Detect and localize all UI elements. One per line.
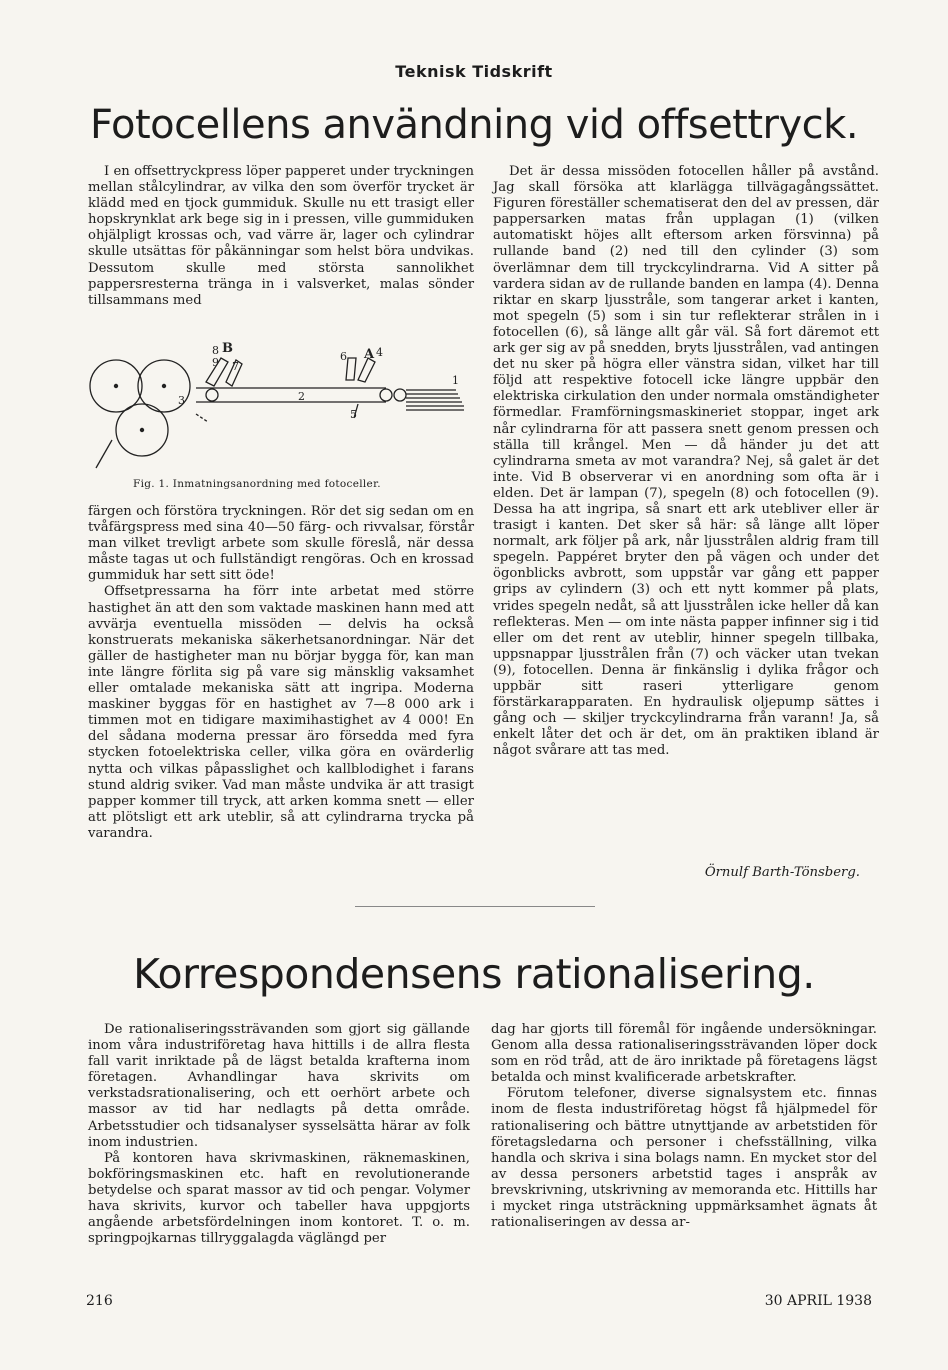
article1-author: Örnulf Barth-Tönsberg.: [704, 865, 860, 880]
figure-label-a: A: [364, 347, 375, 362]
feed-mechanism-figure: [86, 340, 466, 470]
figure-label-5: 5: [350, 408, 357, 421]
figure-caption: Fig. 1. Inmatningsanordning med fotoceller.: [133, 478, 381, 490]
article2-col1-paragraph-1: De rationaliseringssträvanden som gjort sig gällande inom våra industriföretag hava hittills i de allra flesta fall varit inriktade på de lägst betalda krafterna inom företagen. Avhandlingar hava skrivits om verkstadsrationalisering, och ett oerhört arbete och massor av tid har nedlagts på detta område. Arbetsstudier och tidsanalyser sysselsätta härar av folk inom industrien.: [88, 1022, 470, 1150]
article2-col1: [88, 1022, 470, 1247]
belt-roller-left: [206, 389, 218, 401]
article1-col2: [493, 164, 879, 759]
journal-name: Teknisk Tidskrift: [395, 62, 553, 81]
article2-col2: [491, 1022, 877, 1231]
article2-col1-paragraph-2: På kontoren hava skrivmaskinen, räknemaskinen, bokföringsmaskinen etc. haft en revolutionerande betydelse och sparat massor av tid och pengar. Volymer hava skrivits, kurvor och tabeller hava uppgjorts angående arbetsfördelningen inom kontoret. T. o. m. springpojkarnas tillryggalagda väglängd per: [88, 1150, 470, 1247]
lamp-4: [346, 358, 356, 380]
figure-label-8: 8: [212, 344, 219, 357]
belt-roller-right: [380, 389, 392, 401]
article1-continued-paragraph: färgen och förstöra tryckningen. Rör det sig sedan om en tvåfärgspress med sina 40—50 färg- och rivvalsar, förstår man vilket trevligt arbete som skulle föreslå, när dessa måste tagas ut och fullständigt rengöras. Och en krossad gummiduk har sett sitt öde!: [88, 504, 474, 584]
figure-label-1: 1: [452, 374, 459, 387]
article2-title: Korrespondensens rationalisering.: [133, 950, 815, 998]
article1-intro-paragraph: I en offsettryckpress löper papperet under tryckningen mellan stålcylindrar, av vilka den som överför trycket är klädd med en tjock gummiduk. Skulle nu ett trasigt eller hopskrynklat ark bege sig in i pressen, ville gummiduken ohjälpligt krossas och, vad värre är, lager och cylindrar skulle utsättas för påkänningar som helst böra undvikas. Dessutom skulle med största sannolikhet pappersresterna tränga in i valsverket, malas sönder tillsammans med: [88, 164, 474, 308]
article2-col2-paragraph-2: Förutom telefoner, diverse signalsystem etc. finnas inom de flesta industriföretag högst få hjälpmedel för rationalisering och bättre utnyttjande av arbetstiden för företagsledarna och personer i chefsställning, vilka handla och skriva i sina bolags namn. En mycket stor del av dessa personers arbetstid tages i anspråk av brevskrivning, utskrivning av memoranda etc. Hittills har i mycket ringa utsträckning uppmärksamhet ägnats åt rationaliseringen av dessa ar-: [491, 1086, 877, 1231]
article2-col2-paragraph-1: dag har gjorts till föremål för ingående undersökningar. Genom alla dessa rationaliseringssträvanden löper dock som en röd tråd, att de äro inriktade på företagens lägst betalda och minst kvalificerade arbetskrafter.: [491, 1022, 877, 1086]
figure-label-3: 3: [178, 394, 185, 407]
article1-col1-bottom: [88, 504, 474, 842]
figure-label-b: B: [222, 341, 233, 356]
figure-label-6: 6: [340, 350, 347, 363]
issue-date: 30 APRIL 1938: [764, 1293, 872, 1309]
article1-offset-paragraph: Offsetpressarna ha förr inte arbetat med större hastighet än att den som vaktade maskinen hann med att avvärja eventuella missöden — delvis ha också konstruerats mekaniska säkerhetsanordningar. När det gäller de hastigheter man nu börjar bygga för, kan man inte längre förlita sig på vare sig mänsklig vaksamhet eller omtalade mekaniska sätt att ingripa. Moderna maskiner byggas för en hastighet av 7—8 000 ark i timmen mot en tidigare maximihastighet av 4 000! En del sådana moderna pressar äro försedda med fyra stycken fotoelektriska celler, vilka göra en ovärderlig nytta och vilkas påpasslighet och kallblodighet i farans stund aldrig sviker. Vad man måste undvika är att trasigt papper kommer till tryck, att arken komma snett — eller att plötsligt ett ark uteblir, så att cylindrarna trycka på varandra.: [88, 584, 474, 841]
belt-roller-far: [394, 389, 406, 401]
article1-col1-top: [88, 164, 474, 309]
figure-label-4: 4: [376, 346, 383, 359]
article1-explanation-paragraph: Det är dessa missöden fotocellen håller på avstånd. Jag skall försöka att klarlägga tillvägagångssättet. Figuren föreställer schematiserat den del av pressen, där pappersarken matas från upplagan (1) (vilken automatiskt höjes allt eftersom arken försvinna) på rullande band (2) ned till den cylinder (3) som överlämnar dem till tryckcylindrarna. Vid A sitter på vardera sidan av de rullande banden en lampa (4). Denna riktar en skarp ljusstråle, som tangerar arket i kanten, mot spegeln (5) som i sin tur reflekterar strålen in i fotocellen (6), så länge allt går väl. Så fort däremot ett ark ger sig av på snedden, bryts ljusstrålen, vad antingen det nu sker på högra eller vänstra sidan, vilket har till följd att respektive fotocell icke längre uppbär den elektriska cirkulation den under normala omständigheter förmedlar. Framförningsmaskineriet stoppar, inget ark når cylindrarna för att passera snett genom pressen och ställa till krångel. Men — då händer ju det att cylindrarna smeta av mot varandra? Nej, så galet är det inte. Vid B observerar vi en anordning som ofta är i elden. Det är lampan (7), spegeln (8) och fotocellen (9). Dessa ha att ingripa, så snart ett ark utebliver eller är trasigt i kanten. Det sker så här: så länge allt löper normalt, ark följer på ark, når ljusstrålen aldrig fram till spegeln. Pappéret bryter den på vägen och under det ögonblicks avbrott, som uppstår var gång ett papper grips av cylindern (3) och ett nytt kommer på plats, vrides spegeln nedåt, så att ljusstrålen icke heller då kan reflekteras. Men — om inte nästa papper infinner sig i tid eller om det rent av uteblir, hinner spegeln tillbaka, uppsnappar ljusstrålen från (7) och väcker utan tvekan (9), fotocellen. Denna är finkänslig i dylika frågor och uppbär sitt raseri ytterligare genom förstärkarapparaten. En hydraulisk oljepump sättes i gång och — skiljer tryckcylindrarna från varann! Ja, så enkelt låter det och är det, om än praktiken ibland är något svårare att tas med.: [493, 164, 879, 759]
article-divider: [355, 906, 595, 907]
figure-label-7: 7: [232, 360, 239, 373]
figure-label-9: 9: [212, 356, 219, 369]
figure-label-2: 2: [298, 390, 305, 403]
page-number: 216: [86, 1293, 113, 1309]
article1-title: Fotocellens användning vid offsettryck.: [89, 102, 859, 148]
